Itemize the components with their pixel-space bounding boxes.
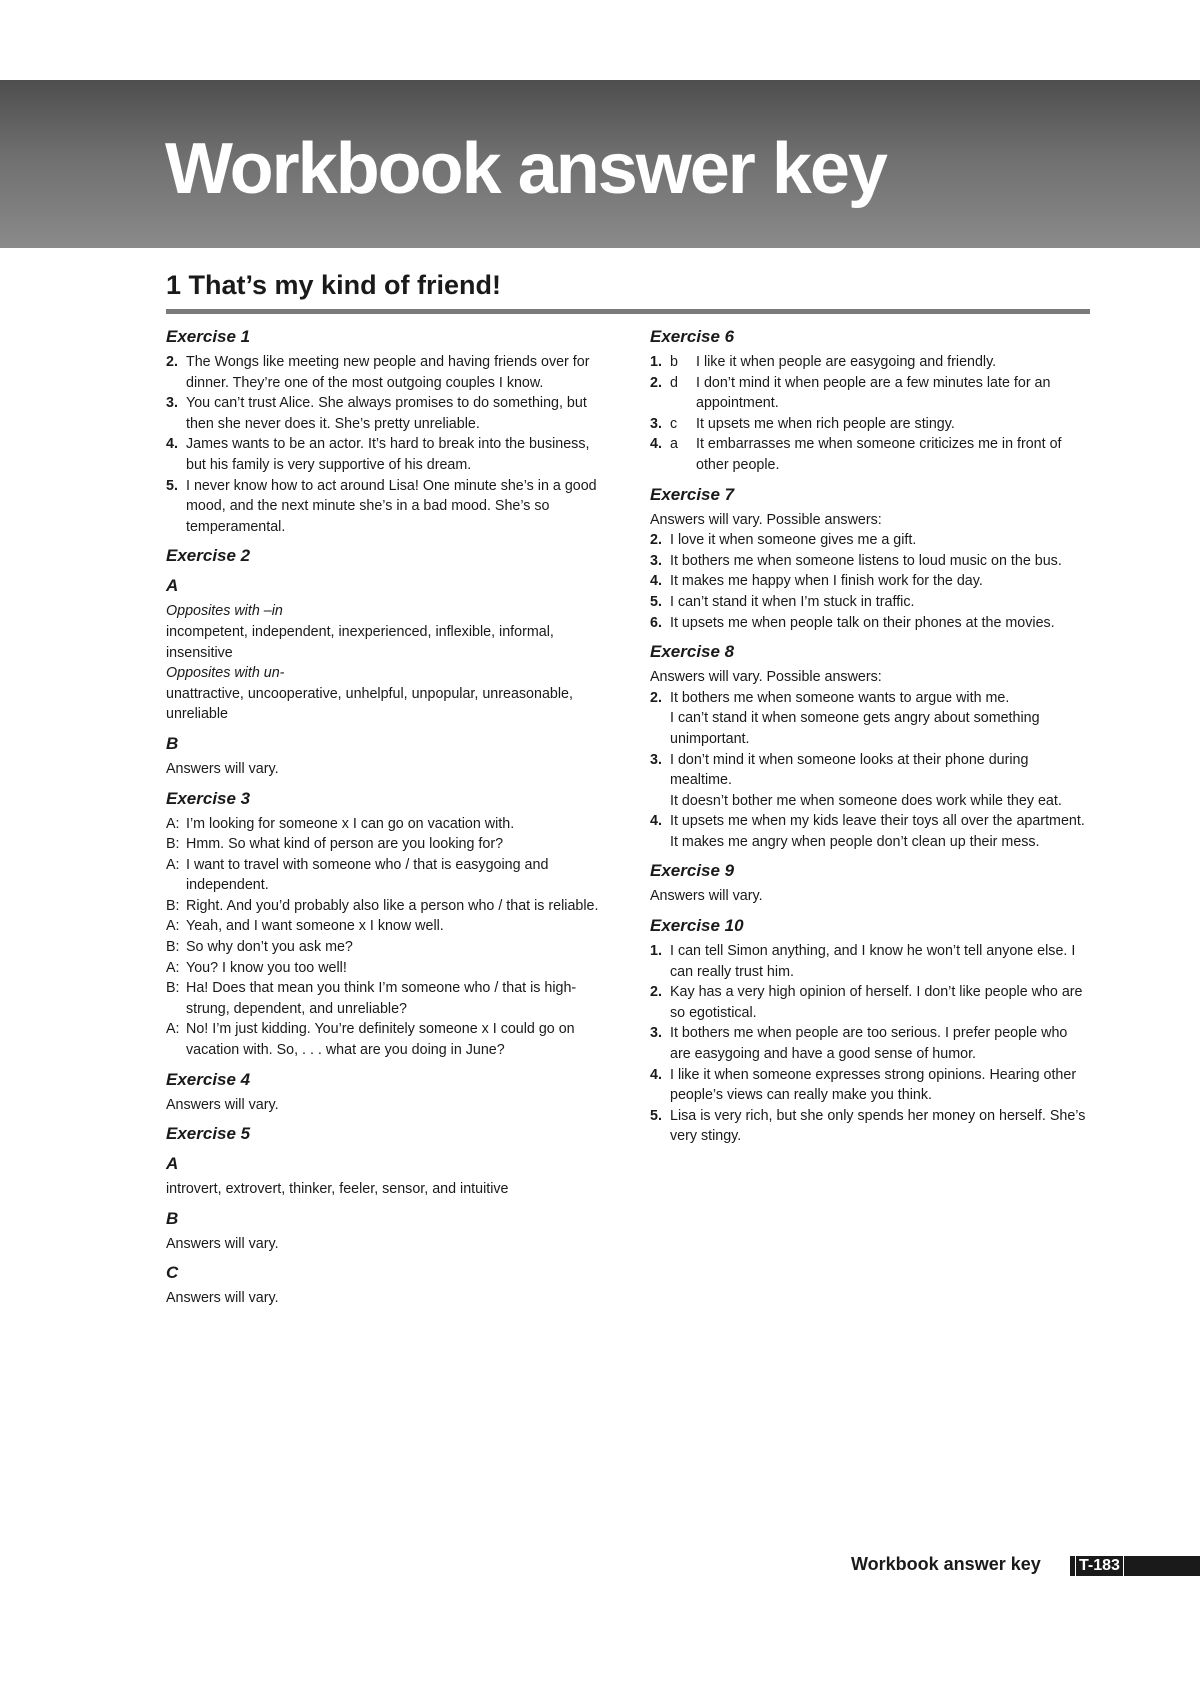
exercise-7-heading: Exercise 7 <box>650 484 735 504</box>
speaker: A: <box>166 856 180 873</box>
answer-text: Answers will vary. <box>650 888 763 905</box>
item-extra-text: I can’t stand it when someone gets angry about something unimportant. <box>670 710 1040 747</box>
dialogue-text: Hmm. So what kind of person are you looking for? <box>186 836 504 853</box>
item-letter: c <box>670 415 678 432</box>
speaker: A: <box>166 815 180 832</box>
item-text: I like it when someone expresses strong opinions. Hearing other people’s views can really make you think. <box>670 1066 1077 1104</box>
item-text: I like it when people are easygoing and friendly. <box>696 354 997 370</box>
item-text: I can tell Simon anything, and I know he won’t tell anyone else. I can really trust him. <box>670 943 1076 980</box>
item-text: Kay has a very high opinion of herself. I don’t like people who are so egotistical. <box>670 984 1083 1021</box>
item-text: I don’t mind it when people are a few minutes late for an appointment. <box>696 374 1051 412</box>
item-letter: d <box>670 374 678 391</box>
item-number: 4. <box>650 1066 662 1083</box>
list-item <box>650 941 1090 982</box>
dialogue-line <box>166 896 606 917</box>
list-item <box>650 982 1090 1023</box>
item-text: I can’t stand it when I’m stuck in traffic. <box>670 593 915 610</box>
intro-text: Answers will vary. Possible answers: <box>650 669 882 686</box>
speaker: A: <box>166 1021 180 1038</box>
item-text <box>670 688 1090 750</box>
dialogue-text: I’m looking for someone x I can go on vacation with. <box>186 815 515 832</box>
exercise-4-heading: Exercise 4 <box>166 1069 251 1089</box>
dialogue-line <box>166 978 606 1019</box>
exercise-10-heading: Exercise 10 <box>650 916 744 936</box>
dialogue-text: No! I’m just kidding. You’re definitely someone x I could go on vacation with. So, . . . what are you doing in June? <box>186 1021 575 1059</box>
item-number: 2. <box>650 689 662 706</box>
item-main-text: It upsets me when my kids leave their toys all over the apartment. <box>670 813 1085 830</box>
speaker: B: <box>166 897 180 914</box>
item-number: 5. <box>650 593 662 610</box>
exercise-2-heading: Exercise 2 <box>166 546 251 566</box>
item-number: 1. <box>650 354 662 370</box>
item-text: I love it when someone gives me a gift. <box>670 532 917 549</box>
list-item <box>650 688 1090 750</box>
answer-text: Answers will vary. <box>166 1290 279 1307</box>
exercise-1-heading: Exercise 1 <box>166 327 251 346</box>
opposites-un-words: unattractive, uncooperative, unhelpful, unpopular, unreasonable, unreliable <box>166 685 573 723</box>
dialogue-text: I want to travel with someone who / that is easygoing and independent. <box>186 856 549 894</box>
exercise-5-heading: Exercise 5 <box>166 1124 251 1144</box>
answer-text: Answers will vary. <box>166 760 279 777</box>
item-text <box>670 750 1090 812</box>
dialogue-text: You? I know you too well! <box>186 959 347 976</box>
dialogue-line <box>166 937 606 958</box>
list-item <box>650 530 1090 551</box>
speaker: B: <box>166 980 180 997</box>
exercise-6-heading: Exercise 6 <box>650 327 735 346</box>
answer-text: Answers will vary. <box>166 1235 279 1252</box>
list-item <box>650 750 1090 812</box>
unit-title: 1 That’s my kind of friend! <box>166 270 502 300</box>
dialogue-line <box>166 834 606 855</box>
item-number: 4. <box>650 436 662 453</box>
item-number: 5. <box>650 1107 662 1124</box>
dialogue-text: Right. And you’d probably also like a person who / that is reliable. <box>186 897 599 914</box>
answer-text: introvert, extrovert, thinker, feeler, sensor, and intuitive <box>166 1181 509 1198</box>
item-number: 4. <box>166 436 178 453</box>
left-column <box>166 326 606 1309</box>
item-extra-text: It doesn’t bother me when someone does work while they eat. <box>670 792 1062 809</box>
list-item <box>650 414 1090 435</box>
speaker: B: <box>166 939 180 956</box>
page-number: T-183 <box>1076 1556 1123 1576</box>
exercise-3-heading: Exercise 3 <box>166 788 251 808</box>
intro-text: Answers will vary. Possible answers: <box>650 511 882 528</box>
item-number: 3. <box>650 552 662 569</box>
item-number: 3. <box>650 1025 662 1042</box>
right-column <box>650 326 1090 1147</box>
item-number: 4. <box>650 813 662 830</box>
item-text: It bothers me when people are too serious. I prefer people who are easygoing and have a good sense of humor. <box>670 1025 1068 1063</box>
item-number: 2. <box>650 374 662 391</box>
opposites-un-label: Opposites with un- <box>166 665 285 682</box>
item-main-text: I don’t mind it when someone looks at their phone during mealtime. <box>670 751 1029 789</box>
item-number: 3. <box>166 395 178 412</box>
item-number: 2. <box>650 532 662 549</box>
part-a-heading: A <box>166 576 179 596</box>
item-number: 1. <box>650 943 662 960</box>
item-number: 5. <box>166 477 178 494</box>
dialogue-line <box>166 958 606 979</box>
item-number: 2. <box>650 984 662 1001</box>
dialogue-line <box>166 1019 606 1060</box>
part-a-heading: A <box>166 1154 179 1174</box>
item-text: James wants to be an actor. It’s hard to break into the business, but his family is very supportive of his dream. <box>186 436 590 473</box>
list-item <box>166 476 606 538</box>
item-text: It makes me happy when I finish work for the day. <box>670 573 983 590</box>
list-item <box>650 811 1090 852</box>
footer-label: Workbook answer key <box>851 1554 1041 1574</box>
list-item <box>650 352 1090 373</box>
unit-title-rule <box>166 309 1090 314</box>
part-b-heading: B <box>166 733 179 753</box>
dialogue-line <box>166 855 606 896</box>
list-item <box>650 571 1090 592</box>
list-item <box>650 613 1090 634</box>
part-b-heading: B <box>166 1208 179 1228</box>
item-text <box>670 811 1090 852</box>
item-extra-text: It makes me angry when people don’t clean up their mess. <box>670 833 1040 850</box>
dialogue-text: Ha! Does that mean you think I’m someone who / that is high-strung, dependent, and unreliable? <box>186 980 577 1017</box>
item-main-text: It bothers me when someone wants to argue with me. <box>670 689 1010 706</box>
opposites-in-words: incompetent, independent, inexperienced, inflexible, informal, insensitive <box>166 623 554 661</box>
list-item <box>650 592 1090 613</box>
dialogue-text: Yeah, and I want someone x I know well. <box>186 918 444 935</box>
item-number: 3. <box>650 751 662 768</box>
exercise-8-heading: Exercise 8 <box>650 642 735 662</box>
speaker: B: <box>166 836 180 853</box>
answer-text: Answers will vary. <box>166 1096 279 1113</box>
item-text: I never know how to act around Lisa! One minute she’s in a good mood, and the next minute she’s in a bad mood. She’s so temperamental. <box>186 477 597 535</box>
list-item <box>166 434 606 475</box>
dialogue-text: So why don’t you ask me? <box>186 939 353 956</box>
item-text: Lisa is very rich, but she only spends her money on herself. She’s very stingy. <box>670 1107 1086 1145</box>
item-letter: b <box>670 354 678 370</box>
opposites-in-label: Opposites with –in <box>166 603 283 620</box>
part-c-heading: C <box>166 1263 179 1283</box>
list-item <box>166 352 606 393</box>
item-text: You can’t trust Alice. She always promises to do something, but then she never does it. She’s pretty unreliable. <box>186 395 587 432</box>
dialogue-line <box>166 814 606 835</box>
item-text: It upsets me when people talk on their phones at the movies. <box>670 614 1055 631</box>
item-text: The Wongs like meeting new people and having friends over for dinner. They’re one of the most outgoing couples I know. <box>186 354 590 391</box>
list-item <box>650 1106 1090 1147</box>
dialogue-line <box>166 916 606 937</box>
speaker: A: <box>166 959 180 976</box>
item-number: 6. <box>650 614 662 631</box>
item-text: It upsets me when rich people are stingy. <box>696 415 955 432</box>
list-item <box>650 1023 1090 1064</box>
list-item <box>166 393 606 434</box>
speaker: A: <box>166 918 180 935</box>
item-number: 2. <box>166 354 178 370</box>
item-letter: a <box>670 436 678 453</box>
item-text: It bothers me when someone listens to loud music on the bus. <box>670 552 1062 569</box>
item-text: It embarrasses me when someone criticizes me in front of other people. <box>696 436 1062 473</box>
list-item <box>650 1065 1090 1106</box>
list-item <box>650 434 1090 475</box>
list-item <box>650 551 1090 572</box>
item-number: 4. <box>650 573 662 590</box>
item-number: 3. <box>650 415 662 432</box>
page-title: Workbook answer key <box>165 129 886 209</box>
list-item <box>650 373 1090 414</box>
exercise-9-heading: Exercise 9 <box>650 861 735 881</box>
